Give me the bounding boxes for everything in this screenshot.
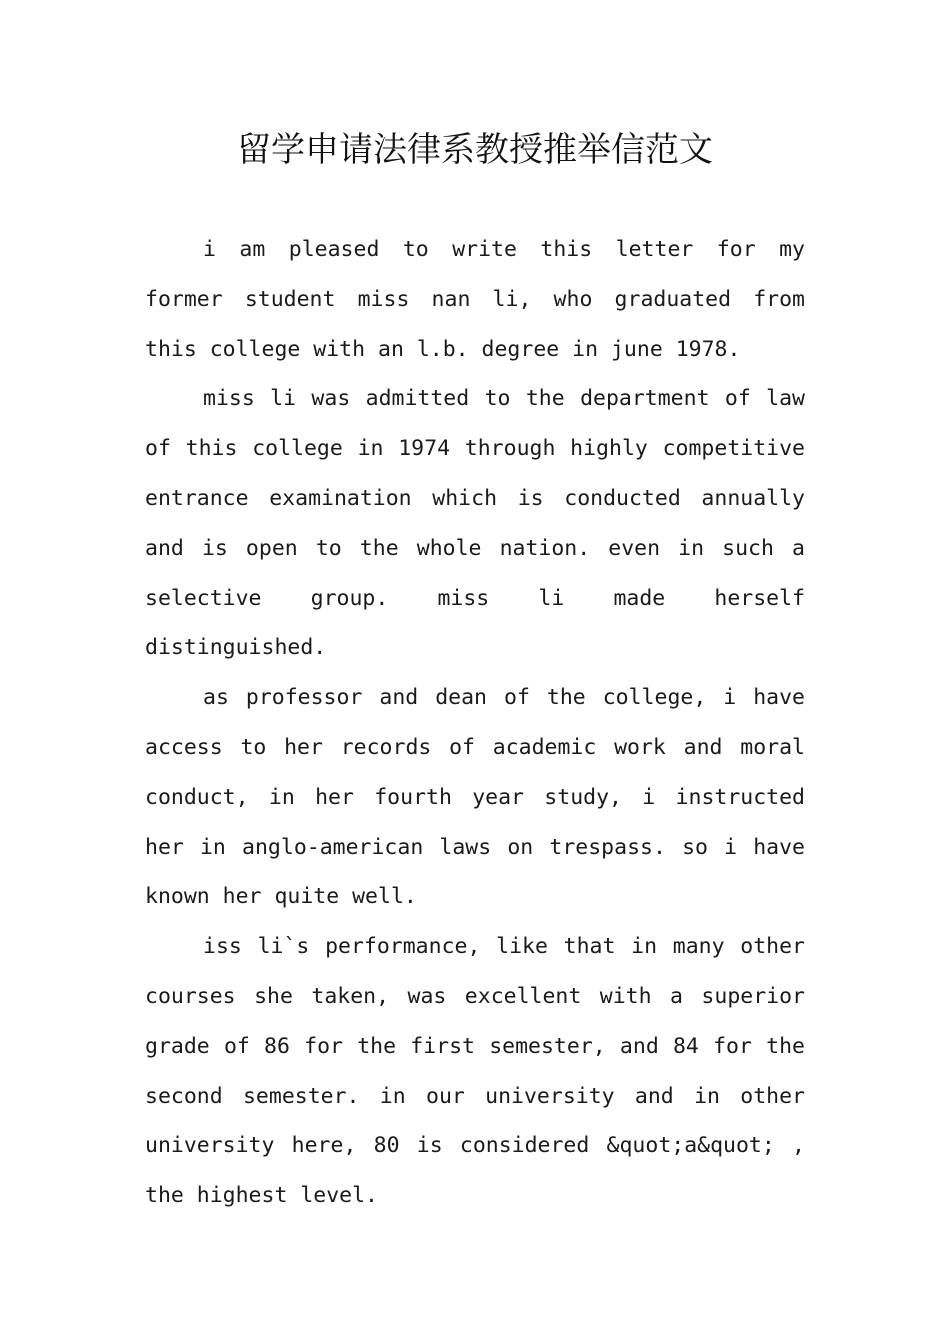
- paragraph-intro: i am pleased to write this letter for my former student miss nan li, who graduated from this college with an l.b. degree in june 1978.: [145, 237, 805, 362]
- paragraph-professor: as professor and dean of the college, i have access to her records of academic work and moral conduct, in her fourth year study, i instructed her in anglo-american laws on trespass. so i have known her quite well.: [145, 685, 805, 910]
- paragraph-performance: iss li`s performance, like that in many other courses she taken, was excellent with a superior grade of 86 for the first semester, and 84 for the second semester. in our university and in other university here, 80 is considered &quot;a&quot; , the highest level.: [145, 934, 805, 1209]
- letter-body: [145, 225, 805, 1221]
- paragraph-admission: miss li was admitted to the department of law of this college in 1974 through highly competitive entrance examination which is conducted annually and is open to the whole nation. even in such a selective group. miss li made herself distinguished.: [145, 386, 805, 661]
- document-title: 留学申请法律系教授推举信范文: [237, 130, 713, 170]
